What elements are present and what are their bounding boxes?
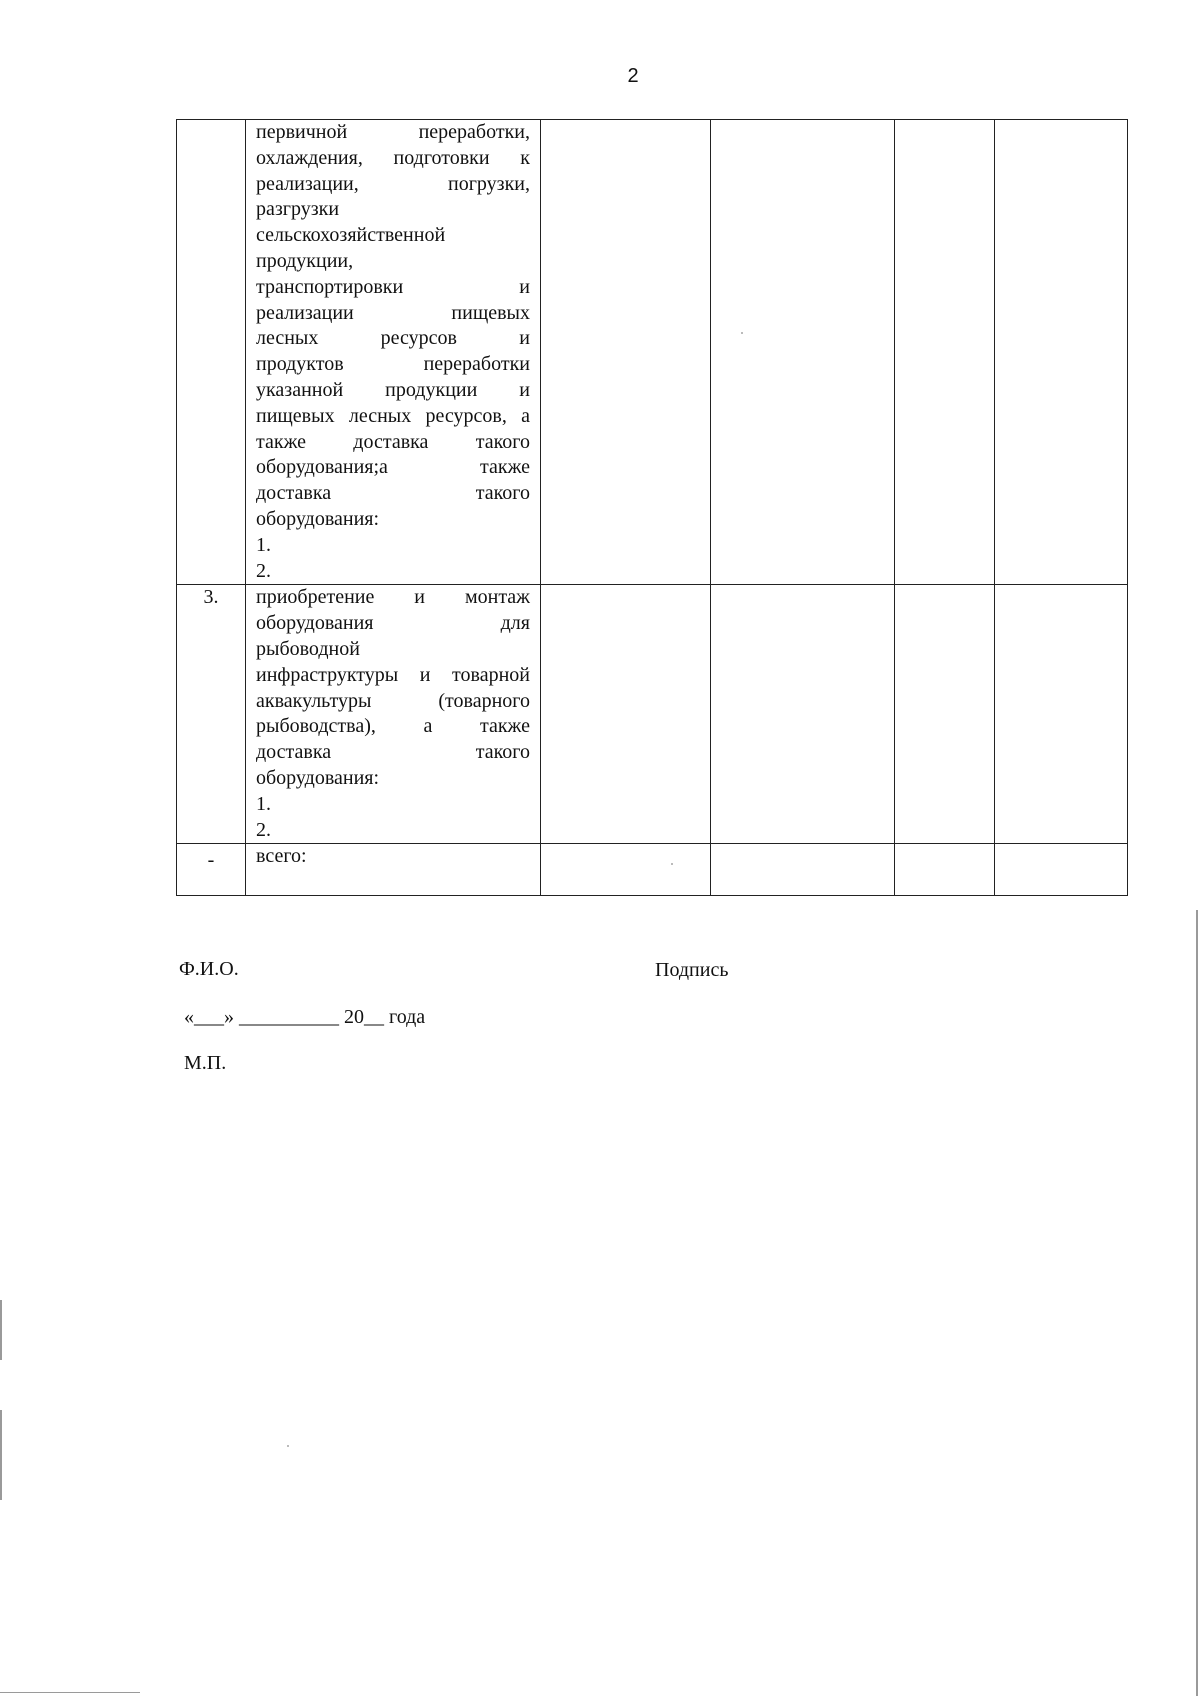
- total-label: всего:: [246, 844, 541, 896]
- description-line: оборудования для: [256, 612, 530, 635]
- row-number: 3.: [177, 585, 246, 844]
- row-description: [246, 585, 541, 844]
- description-line: реализации пищевых: [256, 301, 530, 324]
- description-line: оборудования:: [256, 766, 380, 789]
- empty-cell: [711, 585, 895, 844]
- description-line: также доставка такого: [256, 430, 530, 453]
- list-item: 1.: [256, 533, 271, 556]
- empty-cell: [995, 585, 1128, 844]
- description-line: сельскохозяйственной: [256, 224, 446, 247]
- empty-cell: [895, 585, 995, 844]
- description-line: рыбоводной: [256, 637, 360, 660]
- description-line: разгрузки: [256, 198, 340, 221]
- description-line: оборудования;а также: [256, 456, 530, 479]
- description-line: оборудования:: [256, 507, 380, 530]
- page-number: 2: [627, 65, 639, 87]
- table-row: [177, 585, 1128, 844]
- stamp-label: М.П.: [184, 1052, 227, 1074]
- scan-speck: [671, 863, 673, 865]
- description-line: доставка такого: [256, 741, 530, 764]
- empty-cell: [711, 120, 895, 585]
- scan-edge-line: [1196, 910, 1198, 1696]
- description-line: указанной продукции и: [256, 378, 530, 401]
- description-line: охлаждения, подготовки к: [256, 146, 530, 169]
- empty-cell: [995, 120, 1128, 585]
- scan-edge-line: [0, 1692, 140, 1693]
- empty-cell: [541, 844, 711, 896]
- empty-cell: [541, 120, 711, 585]
- scan-speck: [741, 332, 743, 334]
- row-number: [177, 120, 246, 585]
- empty-cell: [995, 844, 1128, 896]
- empty-cell: [541, 585, 711, 844]
- signature-label: Подпись: [655, 959, 729, 981]
- description-line: доставка такого: [256, 482, 530, 505]
- description-line: продукции,: [256, 249, 354, 272]
- total-row-number: -: [177, 844, 246, 896]
- list-item: 1.: [256, 792, 271, 815]
- description-line: пищевых лесных ресурсов, а: [256, 404, 530, 427]
- date-line: «___» __________ 20__ года: [184, 1006, 426, 1028]
- empty-cell: [895, 120, 995, 585]
- description-line: транспортировки и: [256, 275, 530, 298]
- description-line: реализации, погрузки,: [256, 172, 530, 195]
- equipment-table: [176, 119, 1128, 896]
- row-description: [246, 120, 541, 585]
- scan-edge-line: [0, 1300, 2, 1360]
- description-line: аквакультуры (товарного: [256, 689, 530, 712]
- table-row: [177, 120, 1128, 585]
- description-line: приобретение и монтаж: [256, 586, 530, 609]
- list-item: 2.: [256, 559, 271, 582]
- description-line: первичной переработки,: [256, 121, 530, 143]
- list-item: 2.: [256, 818, 271, 841]
- description-line: инфраструктуры и товарной: [256, 663, 530, 686]
- description-line: лесных ресурсов и: [256, 327, 530, 350]
- description-line: рыбоводства), а также: [256, 715, 530, 738]
- description-line: продуктов переработки: [256, 353, 530, 376]
- empty-cell: [895, 844, 995, 896]
- fio-label: Ф.И.О.: [179, 958, 239, 980]
- table-row-total: [177, 844, 1128, 896]
- scan-speck: [287, 1445, 289, 1447]
- empty-cell: [711, 844, 895, 896]
- scan-edge-line: [0, 1410, 2, 1500]
